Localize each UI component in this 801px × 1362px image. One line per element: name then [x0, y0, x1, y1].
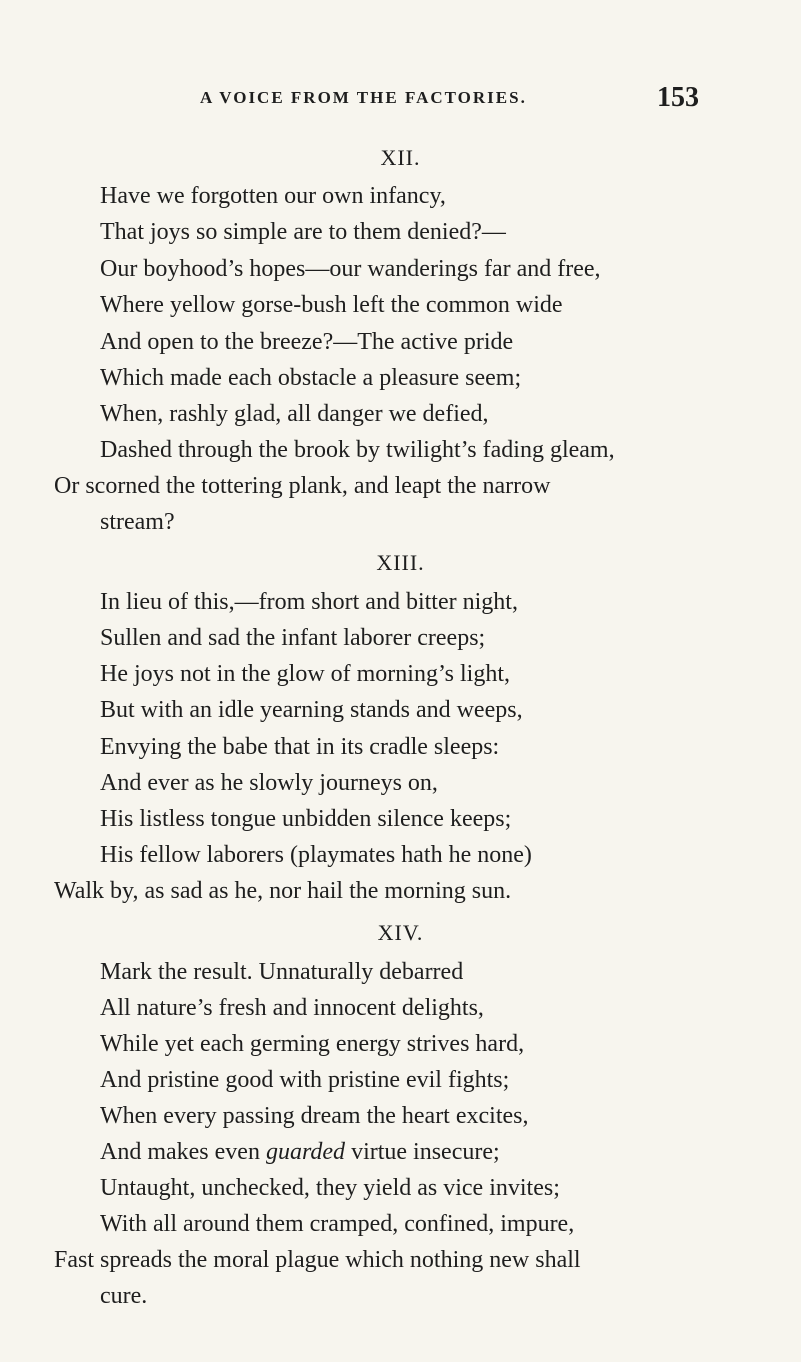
- stanza-line: stream?: [100, 509, 175, 535]
- stanza-number-xiii: XIII.: [376, 550, 425, 575]
- stanza-line: His listless tongue unbidden silence keeps;: [100, 806, 512, 832]
- stanza-line: But with an idle yearning stands and weeps,: [100, 697, 523, 723]
- stanza-line: He joys not in the glow of morning’s light,: [100, 661, 510, 687]
- stanza-line: And pristine good with pristine evil fights;: [100, 1067, 510, 1093]
- stanza-line: Our boyhood’s hopes—our wanderings far and free,: [100, 256, 601, 282]
- page-number: 153: [657, 82, 699, 113]
- stanza-line: When every passing dream the heart excites,: [100, 1103, 529, 1129]
- stanza-line: Which made each obstacle a pleasure seem;: [100, 365, 522, 391]
- stanza-line: With all around them cramped, confined, impure,: [100, 1211, 575, 1237]
- stanza-line: All nature’s fresh and innocent delights,: [100, 995, 484, 1021]
- stanza-line: Mark the result. Unnaturally debarred: [100, 959, 464, 985]
- stanza-line: cure.: [100, 1283, 148, 1309]
- italic-word-guarded: guarded: [265, 1139, 346, 1165]
- stanza-line: Sullen and sad the infant laborer creeps;: [100, 625, 486, 651]
- stanza-number-xii: XII.: [380, 145, 421, 170]
- stanza-line: In lieu of this,—from short and bitter night,: [100, 589, 518, 615]
- stanza-line: While yet each germing energy strives hard,: [100, 1031, 525, 1057]
- stanza-line: [100, 1138, 500, 1166]
- stanza-line: Where yellow gorse-bush left the common wide: [100, 292, 563, 318]
- stanza-line: Dashed through the brook by twilight’s fading gleam,: [100, 437, 615, 463]
- stanza-line: Or scorned the tottering plank, and leapt the narrow: [54, 473, 551, 499]
- stanza-line: And ever as he slowly journeys on,: [100, 770, 438, 796]
- stanza-line: And open to the breeze?—The active pride: [100, 329, 514, 355]
- stanza-line: Fast spreads the moral plague which nothing new shall: [54, 1247, 581, 1273]
- running-title: A VOICE FROM THE FACTORIES.: [200, 88, 527, 107]
- stanza-line: When, rashly glad, all danger we defied,: [100, 401, 489, 427]
- stanza-line: That joys so simple are to them denied?—: [100, 219, 506, 245]
- stanza-line: Untaught, unchecked, they yield as vice invites;: [100, 1175, 560, 1201]
- line-tail: virtue insecure;: [345, 1139, 500, 1165]
- line-head: And makes even: [100, 1139, 266, 1165]
- stanza-line: Envying the babe that in its cradle sleeps:: [100, 734, 500, 760]
- stanza-line: His fellow laborers (playmates hath he none): [100, 842, 532, 868]
- stanza-line: Have we forgotten our own infancy,: [100, 183, 446, 209]
- stanza-number-xiv: XIV.: [377, 920, 424, 945]
- stanza-line: Walk by, as sad as he, nor hail the morning sun.: [54, 878, 512, 904]
